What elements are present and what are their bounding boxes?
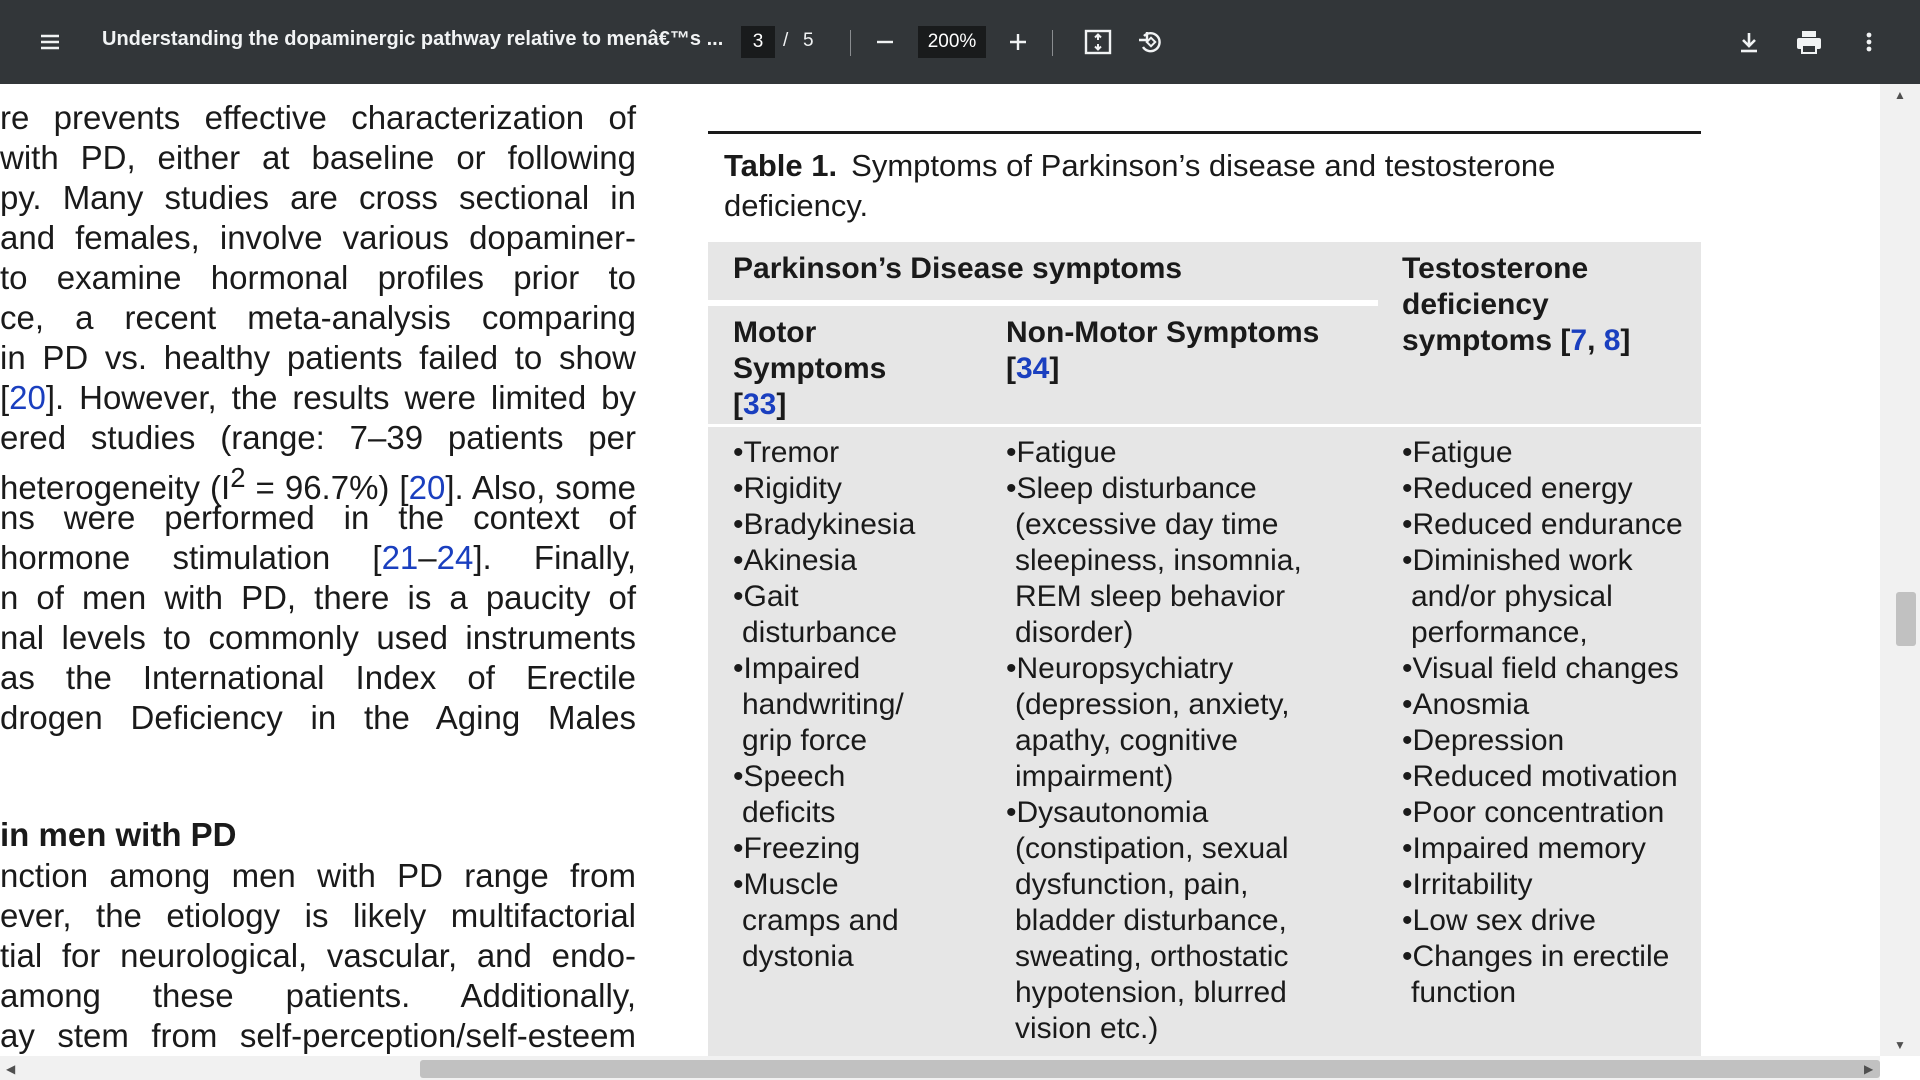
body-text-line: ered studies (range: 7–39 patients per xyxy=(0,419,636,456)
nonmotor-header-text: Non-Motor Symptoms xyxy=(1006,316,1320,349)
symptom-item: •Fatigue xyxy=(1006,436,1117,469)
symptom-item: •Irritability xyxy=(1402,868,1533,901)
symptom-item: •Neuropsychiatry (depression, anxiety, apathy, cognitive impairment) xyxy=(1006,652,1290,793)
symptom-item: •Gait disturbance xyxy=(733,580,898,649)
body-text-line: ns were performed in the context of xyxy=(0,499,636,536)
symptom-item: •Impaired handwriting/ grip force xyxy=(733,652,904,757)
motor-header-text: Motor Symptoms xyxy=(733,316,887,385)
nonmotor-symptoms-header: Non-Motor Symptoms [34] xyxy=(1006,316,1320,385)
fit-page-icon[interactable] xyxy=(1078,22,1118,62)
testo-header-text: Testosterone deficiency symptoms xyxy=(1402,252,1589,357)
motor-symptoms-header: Motor Symptoms [33] xyxy=(733,316,887,421)
symptom-item: •Dysautonomia (constipation, sexual dysfunction, pain, bladder disturbance, sweating, orthostatic hypotension, blurred vision etc.) xyxy=(1006,796,1289,1045)
table-header-rule xyxy=(708,300,1378,306)
body-text-line: with PD, either at baseline or following xyxy=(0,139,636,176)
symptom-item: •Depression xyxy=(1402,724,1565,757)
scroll-left-arrow-icon[interactable]: ◀ xyxy=(6,1062,16,1076)
testosterone-symptoms-header: Testosterone deficiency symptoms [7, 8] xyxy=(1402,252,1631,357)
vertical-scroll-thumb[interactable] xyxy=(1896,592,1916,646)
body-text-line: re prevents effective characterization of xyxy=(0,99,636,136)
document-title: Understanding the dopaminergic pathway relative to menâ€™s ... xyxy=(102,28,724,50)
motor-ref-link[interactable]: 33 xyxy=(743,388,777,421)
body-text-line: drogen Deficiency in the Aging Males xyxy=(0,699,636,736)
zoom-in-icon[interactable] xyxy=(998,22,1038,62)
zoom-level-input[interactable]: 200% xyxy=(918,26,986,58)
symptom-item: •Bradykinesia xyxy=(733,508,916,541)
testo-ref-link-2[interactable]: 8 xyxy=(1603,324,1621,357)
horizontal-scroll-thumb[interactable] xyxy=(420,1060,1880,1078)
nonmotor-symptoms-list xyxy=(1006,435,1326,1047)
symptom-item: •Changes in erectile function xyxy=(1402,940,1670,1009)
symptom-item: •Diminished work and/or physical performance, xyxy=(1402,544,1633,649)
nonmotor-ref-link[interactable]: 34 xyxy=(1016,352,1050,385)
rotate-icon[interactable] xyxy=(1131,22,1171,62)
symptom-item: •Fatigue xyxy=(1402,436,1513,469)
symptom-item: •Anosmia xyxy=(1402,688,1530,721)
symptom-item: •Reduced energy xyxy=(1402,472,1633,505)
symptom-item: •Impaired memory xyxy=(1402,832,1646,865)
page-number-input[interactable]: 3 xyxy=(741,26,775,58)
symptom-item: •Tremor xyxy=(733,436,840,469)
symptom-item: •Reduced endurance xyxy=(1402,508,1683,541)
page-separator: / xyxy=(783,30,789,51)
body-text-line: ay stem from self-perception/self-esteem xyxy=(0,1017,636,1054)
body-text-line: n of men with PD, there is a paucity of xyxy=(0,579,636,616)
page-total: 5 xyxy=(803,30,814,51)
pd-symptoms-header: Parkinson’s Disease symptoms xyxy=(733,252,1183,285)
table-caption-text: Symptoms of Parkinson’s disease and testosterone deficiency. xyxy=(724,148,1556,223)
symptom-item: •Visual field changes xyxy=(1402,652,1679,685)
body-text-line: tial for neurological, vascular, and endo- xyxy=(0,937,636,974)
body-text-line: as the International Index of Erectile xyxy=(0,659,636,696)
citation-link[interactable]: 21 xyxy=(381,539,419,576)
symptom-item: •Muscle cramps and dystonia xyxy=(733,868,899,973)
section-heading: in men with PD xyxy=(0,816,237,853)
body-text-line: hormone stimulation [21–24]. Finally, xyxy=(0,539,636,576)
pdf-page-viewport[interactable] xyxy=(0,84,1880,1056)
body-text-line: in PD vs. healthy patients failed to show xyxy=(0,339,636,376)
table-top-rule xyxy=(708,131,1701,134)
download-icon[interactable] xyxy=(1729,22,1769,62)
body-text-line: py. Many studies are cross sectional in xyxy=(0,179,636,216)
symptom-item: •Poor concentration xyxy=(1402,796,1665,829)
toolbar-divider xyxy=(1052,30,1053,56)
body-text-line: heterogeneity $(I^2 = 96.7\%)$ [20]. Also, some xyxy=(0,462,636,506)
scroll-right-arrow-icon[interactable]: ▶ xyxy=(1864,1062,1874,1076)
citation-link[interactable]: 20 xyxy=(408,469,446,506)
hamburger-menu-icon[interactable] xyxy=(30,22,70,62)
testo-ref-link-1[interactable]: 7 xyxy=(1570,324,1588,357)
body-text-line: [20]. However, the results were limited by xyxy=(0,379,636,416)
table-label: Table 1. xyxy=(724,148,838,183)
scroll-up-arrow-icon[interactable]: ▲ xyxy=(1894,88,1906,102)
toolbar-divider xyxy=(850,30,851,56)
pdf-toolbar xyxy=(0,0,1920,84)
body-text-line: among these patients. Additionally, xyxy=(0,977,636,1014)
citation-link[interactable]: 24 xyxy=(436,539,474,576)
table-header-body-rule xyxy=(708,424,1701,427)
scroll-down-arrow-icon[interactable]: ▼ xyxy=(1894,1038,1906,1052)
symptom-item: •Rigidity xyxy=(733,472,842,505)
body-text-line: ce, a recent meta-analysis comparing xyxy=(0,299,636,336)
zoom-out-icon[interactable] xyxy=(865,22,905,62)
symptom-item: •Reduced motivation xyxy=(1402,760,1678,793)
body-text-line: nction among men with PD range from xyxy=(0,857,636,894)
symptom-item: •Speech deficits xyxy=(733,760,846,829)
symptom-item: •Sleep disturbance (excessive day time sleepiness, insomnia, REM sleep behavior disorder) xyxy=(1006,472,1302,649)
symptom-item: •Low sex drive xyxy=(1402,904,1596,937)
motor-symptoms-list xyxy=(733,435,933,975)
table-caption xyxy=(724,146,1684,226)
vertical-scrollbar[interactable] xyxy=(1880,84,1920,1056)
body-text-line: and females, involve various dopaminer- xyxy=(0,219,636,256)
body-text-line: nal levels to commonly used instruments xyxy=(0,619,636,656)
citation-link[interactable]: 20 xyxy=(9,379,46,416)
body-text-line: to examine hormonal profiles prior to xyxy=(0,259,636,296)
symptom-item: •Akinesia xyxy=(733,544,857,577)
body-text-line: ever, the etiology is likely multifactorial xyxy=(0,897,636,934)
more-vert-icon[interactable] xyxy=(1849,22,1889,62)
testosterone-symptoms-list xyxy=(1402,435,1697,1011)
print-icon[interactable] xyxy=(1789,22,1829,62)
symptom-item: •Freezing xyxy=(733,832,861,865)
